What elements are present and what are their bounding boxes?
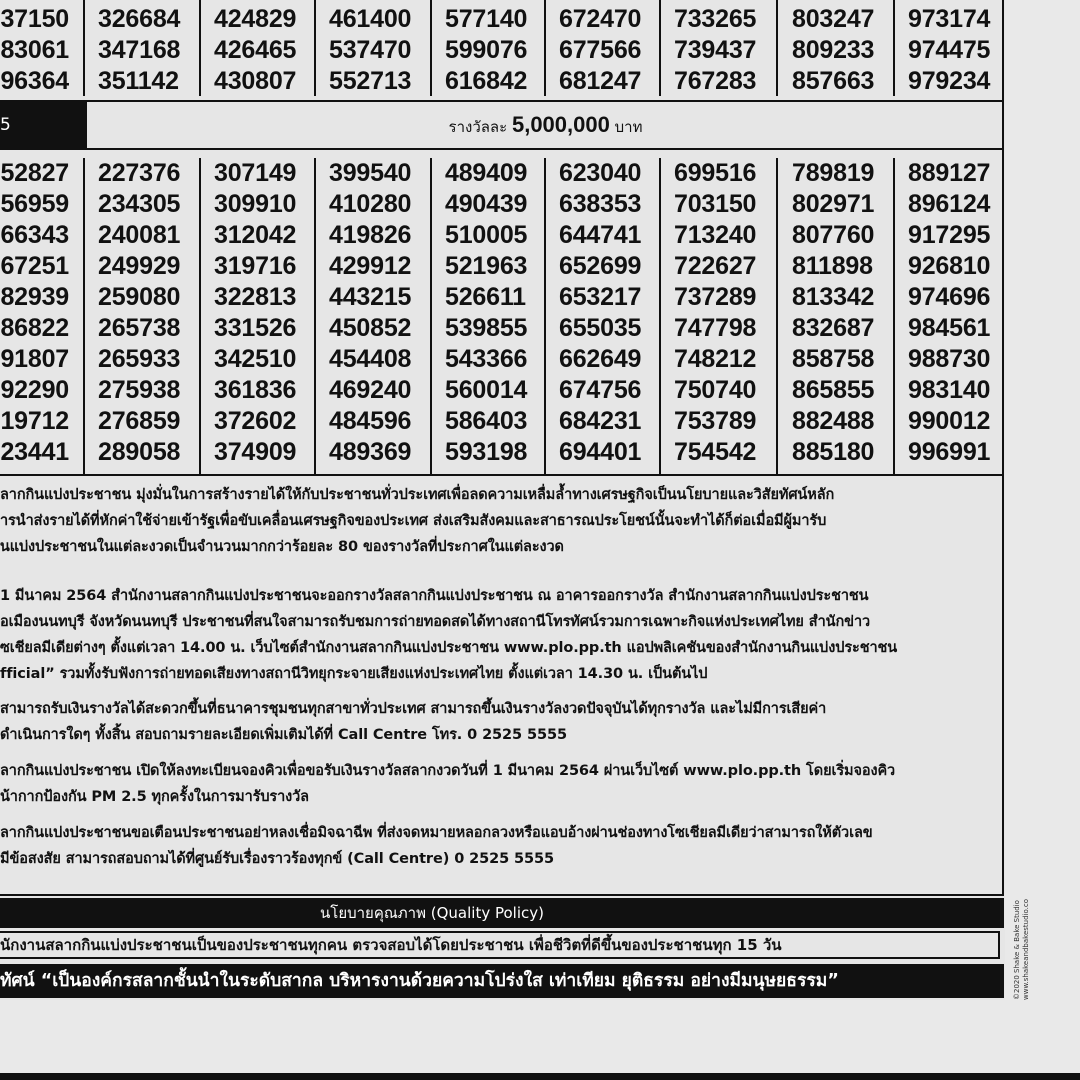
lottery-number: 983140	[908, 376, 991, 404]
number-column	[85, 158, 201, 474]
lottery-number: 979234	[908, 67, 991, 95]
quality-policy-bar	[0, 898, 1004, 928]
lottery-number: 96364	[0, 67, 69, 95]
number-column	[201, 158, 316, 474]
lottery-number: 342510	[214, 345, 297, 373]
lottery-number: 865855	[792, 376, 875, 404]
lottery-number: 419826	[329, 221, 412, 249]
number-column	[661, 0, 778, 96]
number-column	[778, 0, 895, 96]
number-column	[661, 158, 778, 474]
lottery-number: 857663	[792, 67, 875, 95]
lottery-number: 703150	[674, 190, 757, 218]
paragraph-line: ินแบ่งประชาชนในแต่ละงวดเป็นจำนวนมากกว่าร้อยละ 80 ของรางวัลที่ประกาศในแต่ละงวด	[0, 539, 564, 555]
lottery-number: 312042	[214, 221, 297, 249]
lottery-number: 674756	[559, 376, 642, 404]
lottery-number: 699516	[674, 159, 757, 187]
lottery-number: 889127	[908, 159, 991, 187]
lottery-number: 82939	[0, 283, 69, 311]
prize-amount: 5,000,000	[511, 112, 610, 137]
paragraph-line: ดำเนินการใดๆ ทั้งสิ้น สอบถามรายละเอียดเพิ่มเติมได้ที่ Call Centre โทร. 0 2525 5555	[0, 727, 567, 743]
number-column	[432, 0, 546, 96]
lottery-number: 974696	[908, 283, 991, 311]
lottery-number: 309910	[214, 190, 297, 218]
lottery-number: 789819	[792, 159, 875, 187]
number-column	[895, 158, 1004, 474]
number-column	[432, 158, 546, 474]
number-column	[778, 158, 895, 474]
lottery-number: 739437	[674, 36, 757, 64]
prize-prefix: รางวัลละ	[448, 118, 508, 136]
paragraph-line: ลากกินแบ่งประชาชนขอเตือนประชาชนอย่าหลงเชื่อมิจฉาฉีพ ที่ส่งจดหมายหลอกลวงหรือแอบอ้างผ่านช่องทางโซเชียลมีเดียว่าสามารถให้ตัวเลข	[0, 825, 873, 841]
lottery-number: 803247	[792, 5, 875, 33]
lottery-number: 807760	[792, 221, 875, 249]
lottery-number: 737289	[674, 283, 757, 311]
announcement-paragraph	[0, 482, 1000, 560]
lottery-number: 92290	[0, 376, 69, 404]
lottery-number: 276859	[98, 407, 181, 435]
vision-statement: ทัศน์ “เป็นองค์กรสลากชั้นนำในระดับสากล บริหารงานด้วยความโปร่งใส เท่าเทียม ยุติธรรม อย่างมีมนุษยธรรม”	[0, 971, 839, 991]
lottery-number: 662649	[559, 345, 642, 373]
bottom-rule	[0, 1073, 1080, 1080]
lottery-number: 399540	[329, 159, 412, 187]
quality-policy-statement: นักงานสลากกินแบ่งประชาชนเป็นของประชาชนทุกคน ตรวจสอบได้โดยประชาชน เพื่อชีวิตที่ดีขึ้นของประชาชนทุก 15 วัน	[0, 931, 1000, 959]
number-column	[895, 0, 1004, 96]
lottery-number: 461400	[329, 5, 412, 33]
lottery-number: 23441	[0, 438, 69, 466]
lottery-number: 882488	[792, 407, 875, 435]
number-column	[316, 0, 432, 96]
number-column	[85, 0, 201, 96]
lottery-number: 331526	[214, 314, 297, 342]
lottery-number: 616842	[445, 67, 528, 95]
lottery-number: 443215	[329, 283, 412, 311]
lottery-number: 990012	[908, 407, 991, 435]
lottery-number: 652699	[559, 252, 642, 280]
lottery-number: 638353	[559, 190, 642, 218]
lottery-number: 307149	[214, 159, 297, 187]
lottery-number: 234305	[98, 190, 181, 218]
top-number-grid	[0, 0, 1004, 96]
lottery-number: 653217	[559, 283, 642, 311]
divider	[0, 148, 1004, 150]
lottery-number: 265738	[98, 314, 181, 342]
lottery-number: 896124	[908, 190, 991, 218]
vision-bar	[0, 964, 1004, 998]
lottery-number: 374909	[214, 438, 297, 466]
lottery-number: 426465	[214, 36, 297, 64]
lottery-number: 67251	[0, 252, 69, 280]
prize-amount-heading	[87, 102, 1004, 148]
lottery-number: 319716	[214, 252, 297, 280]
lottery-number: 347168	[98, 36, 181, 64]
lottery-number: 713240	[674, 221, 757, 249]
lottery-number: 577140	[445, 5, 528, 33]
lottery-number: 37150	[0, 5, 69, 33]
lottery-number: 227376	[98, 159, 181, 187]
lottery-number: 586403	[445, 407, 528, 435]
lottery-number: 372602	[214, 407, 297, 435]
number-column	[316, 158, 432, 474]
lottery-number: 684231	[559, 407, 642, 435]
lottery-number: 66343	[0, 221, 69, 249]
paragraph-line: อเมืองนนทบุรี จังหวัดนนทบุรี ประชาชนที่สนใจสามารถรับชมการถ่ายทอดสดได้ทางสถานีโทรทัศน์รวมการเฉพาะกิจแห่งประเทศไทย สำนักข่าว	[0, 614, 871, 630]
paragraph-line: fficial” รวมทั้งรับฟังการถ่ายทอดเสียงทางสถานีวิทยุกระจายเสียงแห่งประเทศไทย ตั้งแต่เวลา 14.30 น. เป็นต้นไป	[0, 666, 708, 682]
lottery-number: 91807	[0, 345, 69, 373]
lottery-number: 750740	[674, 376, 757, 404]
lottery-number: 599076	[445, 36, 528, 64]
lottery-number: 885180	[792, 438, 875, 466]
lottery-number: 490439	[445, 190, 528, 218]
lottery-number: 454408	[329, 345, 412, 373]
lottery-number: 802971	[792, 190, 875, 218]
studio-credit: ©2020 Shake & Bake Studio www.shakeandbakestudio.co	[1013, 899, 1030, 1000]
lottery-number: 265933	[98, 345, 181, 373]
lottery-number: 484596	[329, 407, 412, 435]
paragraph-line: มีข้อสงสัย สามารถสอบถามได้ที่ศูนย์รับเรื่องราวร้องทุกข์ (Call Centre) 0 2525 5555	[0, 851, 554, 867]
lottery-number: 410280	[329, 190, 412, 218]
prize-suffix: บาท	[614, 118, 643, 136]
lottery-number: 83061	[0, 36, 69, 64]
paragraph-line: ซเชียลมีเดียต่างๆ ตั้งแต่เวลา 14.00 น. เว็บไซต์สำนักงานสลากกินแบ่งประชาชน www.plo.pp.th แอปพลิเคชันของสำนักงานกินแบ่งประชาชน	[0, 640, 898, 656]
lottery-number: 767283	[674, 67, 757, 95]
lottery-number: 450852	[329, 314, 412, 342]
lottery-number: 56959	[0, 190, 69, 218]
lottery-number: 813342	[792, 283, 875, 311]
lottery-number: 322813	[214, 283, 297, 311]
lottery-number: 681247	[559, 67, 642, 95]
lottery-number: 489409	[445, 159, 528, 187]
lottery-number: 644741	[559, 221, 642, 249]
lottery-number: 593198	[445, 438, 528, 466]
lottery-number: 694401	[559, 438, 642, 466]
lottery-number: 289058	[98, 438, 181, 466]
lottery-number: 984561	[908, 314, 991, 342]
lottery-number: 926810	[908, 252, 991, 280]
lottery-number: 430807	[214, 67, 297, 95]
lottery-number: 249929	[98, 252, 181, 280]
paragraph-line: น้ากากป้องกัน PM 2.5 ทุกครั้งในการมารับรางวัล	[0, 789, 309, 805]
lottery-number: 52827	[0, 159, 69, 187]
announcement-paragraph	[0, 820, 1000, 872]
lottery-number: 552713	[329, 67, 412, 95]
lottery-number: 560014	[445, 376, 528, 404]
lottery-number: 510005	[445, 221, 528, 249]
lottery-number: 275938	[98, 376, 181, 404]
paragraph-line: ลากกินแบ่งประชาชน มุ่งมั่นในการสร้างรายได้ให้กับประชาชนทั่วประเทศเพื่อลดความเหลื่มล้ำทางเศรษฐกิจเป็นนโยบายและวิสัยทัศน์หลัก	[0, 487, 835, 503]
lottery-number: 526611	[445, 283, 526, 311]
lottery-number: 832687	[792, 314, 875, 342]
lottery-number: 539855	[445, 314, 528, 342]
number-column	[0, 158, 85, 474]
paragraph-line: ลากกินแบ่งประชาชน เปิดให้ลงทะเบียนจองคิวเพื่อขอรับเงินรางวัลสลากงวดวันที่ 1 มีนาคม 2564 ผ่านเว็บไซต์ www.plo.pp.th โดยเริ่มจองคิว	[0, 763, 896, 779]
lottery-number: 623040	[559, 159, 642, 187]
lottery-number: 469240	[329, 376, 412, 404]
prize-tier-tab	[0, 102, 85, 148]
lottery-number: 917295	[908, 221, 991, 249]
lottery-number: 424829	[214, 5, 297, 33]
lottery-number: 973174	[908, 5, 991, 33]
lottery-number: 748212	[674, 345, 757, 373]
paragraph-line: 1 มีนาคม 2564 สำนักงานสลากกินแบ่งประชาชนจะออกรางวัลสลากกินแบ่งประชาชน ณ อาคารออกรางวัล สำนักงานสลากกินแบ่งประชาชน	[0, 588, 869, 604]
lottery-number: 361836	[214, 376, 297, 404]
number-column	[0, 0, 85, 96]
paragraph-line: ารนำส่งรายได้ที่หักค่าใช้จ่ายเข้ารัฐเพื่อขับเคลื่อนเศรษฐกิจของประเทศ ส่งเสริมสังคมและสาธารณประโยชน์นั้นจะทำได้ก็ต่อเมื่อมีผู้มารับ	[0, 513, 827, 529]
lottery-number: 809233	[792, 36, 875, 64]
lottery-number: 655035	[559, 314, 642, 342]
lottery-number: 521963	[445, 252, 528, 280]
lottery-number: 543366	[445, 345, 528, 373]
number-column	[546, 0, 661, 96]
lottery-number: 537470	[329, 36, 412, 64]
quality-policy-title: นโยบายคุณภาพ (Quality Policy)	[320, 904, 544, 922]
lottery-number: 858758	[792, 345, 875, 373]
prize-tier-label: 5	[0, 115, 11, 135]
lottery-number: 86822	[0, 314, 69, 342]
lottery-number: 753789	[674, 407, 757, 435]
lottery-number: 351142	[98, 67, 179, 95]
lottery-number: 672470	[559, 5, 642, 33]
lottery-number: 489369	[329, 438, 412, 466]
main-number-grid	[0, 158, 1004, 474]
paragraph-line: สามารถรับเงินรางวัลได้สะดวกขึ้นที่ธนาคารชุมชนทุกสาขาทั่วประเทศ สามารถขึ้นเงินรางวัลงวดปัจจุบันได้ทุกรางวัล และไม่มีการเสียค่า	[0, 701, 827, 717]
lottery-number: 811898	[792, 252, 873, 280]
number-column	[546, 158, 661, 474]
announcement-paragraph	[0, 583, 1000, 687]
lottery-number: 733265	[674, 5, 757, 33]
lottery-number: 240081	[98, 221, 181, 249]
lottery-number: 747798	[674, 314, 757, 342]
announcement-paragraph	[0, 696, 1000, 748]
lottery-number: 974475	[908, 36, 991, 64]
lottery-number: 259080	[98, 283, 181, 311]
lottery-number: 754542	[674, 438, 757, 466]
divider	[0, 474, 1004, 476]
lottery-number: 996991	[908, 438, 991, 466]
announcement-paragraph	[0, 758, 1000, 810]
lottery-number: 429912	[329, 252, 412, 280]
lottery-number: 19712	[0, 407, 69, 435]
lottery-number: 326684	[98, 5, 181, 33]
lottery-number: 677566	[559, 36, 642, 64]
lottery-number: 988730	[908, 345, 991, 373]
number-column	[201, 0, 316, 96]
lottery-number: 722627	[674, 252, 757, 280]
